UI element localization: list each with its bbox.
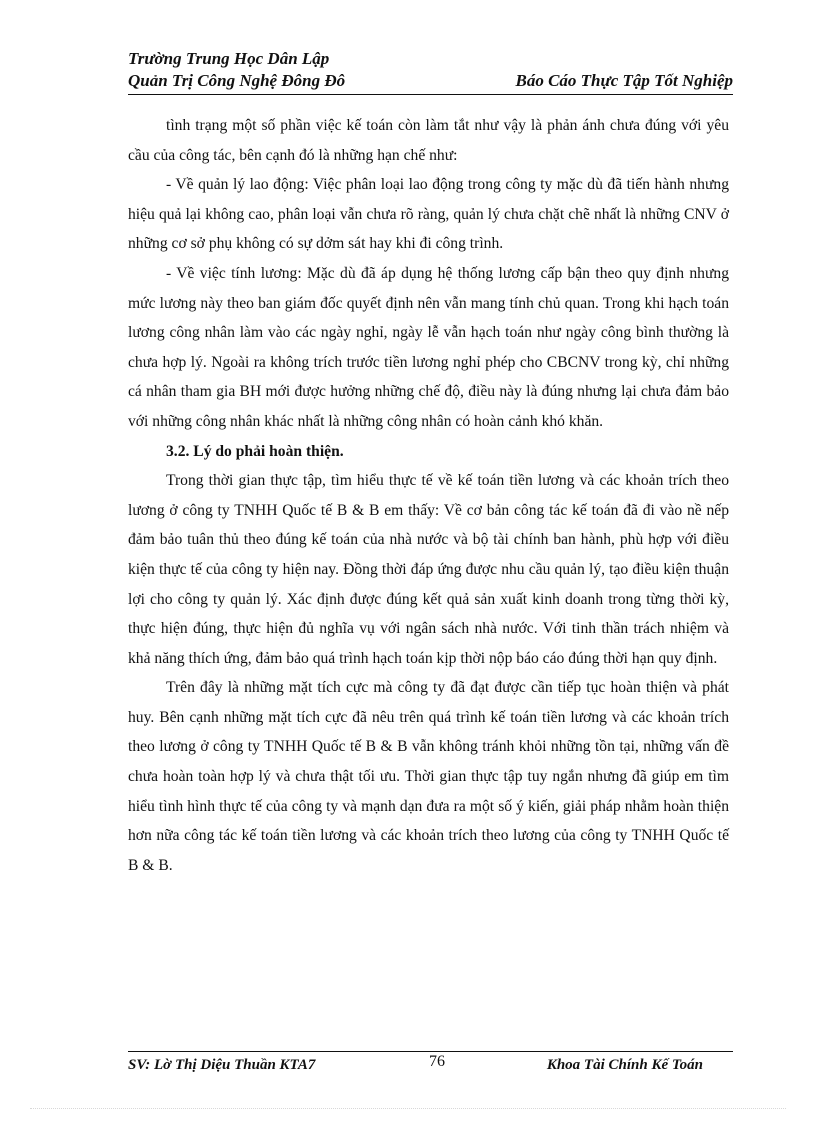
header-program: Quản Trị Công Nghệ Đông Đô — [128, 71, 346, 90]
paragraph-salary-calculation: - Về việc tính lương: Mặc dù đã áp dụng hệ thống lương cấp bận theo quy định nhưng mức lương này theo ban giám đốc quyết định nên vẫn mang tính chủ quan. Trong khi hạch toán lương công nhân làm vào các ngày nghỉ, ngày lễ vẫn hạch toán như ngày công bình thường là chưa hợp lý. Ngoài ra không trích trước tiền lương nghỉ phép cho CBCNV trong kỳ, chỉ những cá nhân tham gia BH mới được hưởng những chế độ, điều này là đúng nhưng lại chưa đảm bảo với những công nhân khác nhất là những công nhân có hoàn cảnh khó khăn. — [128, 264, 729, 430]
paragraph-labor-management: - Về quản lý lao động: Việc phân loại lao động trong công ty mặc dù đã tiến hành nhưng hiệu quả lại không cao, phân loại vẫn chưa rõ ràng, quản lý chưa chặt chẽ nhất là những CNV ở những cơ sở phụ không có sự dởm sát hay khi đi công trình. — [128, 176, 729, 253]
footer-department: Khoa Tài Chính Kế Toán — [546, 1057, 703, 1073]
header-row — [128, 70, 733, 92]
paragraph-internship-findings: Trong thời gian thực tập, tìm hiểu thực tế về kế toán tiền lương và các khoản trích theo lương ở công ty TNHH Quốc tế B & B em thấy: Về cơ bản công tác kế toán đã đi vào nề nếp đảm bảo tuân thủ theo đúng kế toán của nhà nước và bộ tài chính ban hành, phù hợp với điều kiện thực tế của công ty hiện nay. Đồng thời đáp ứng được nhu cầu quản lý, tạo điều kiện thuận lợi cho công ty quản lý. Xác định được đúng kết quả sản xuất kinh doanh trong từng thời kỳ, thực hiện đúng, thực hiện đủ nghĩa vụ với ngân sách nhà nước. Với tinh thần trách nhiệm và khả năng thích ứng, đảm bảo quá trình hạch toán kịp thời nộp báo cáo đúng thời hạn quy định. — [128, 472, 729, 667]
document-body — [128, 111, 729, 880]
header-report-title: Báo Cáo Thực Tập Tốt Nghiệp — [515, 71, 733, 90]
page-edge-dots — [30, 1108, 786, 1109]
header-divider — [128, 94, 733, 95]
footer-student: SV: Lờ Thị Diệu Thuần KTA7 — [128, 1057, 316, 1073]
paragraph-1: tình trạng một số phần việc kế toán còn làm tắt như vậy là phản ánh chưa đúng với yêu cầu của công tác, bên cạnh đó là những hạn chế như: — [128, 117, 729, 164]
section-heading: 3.2. Lý do phải hoàn thiện. — [166, 442, 344, 460]
page-number: 76 — [429, 1053, 445, 1070]
paragraph-conclusion: Trên đây là những mặt tích cực mà công ty đã đạt được cần tiếp tục hoàn thiện và phát huy. Bên cạnh những mặt tích cực đã nêu trên quá trình kế toán tiền lương và các khoản trích theo lương ở công ty TNHH Quốc tế B & B vẫn không tránh khỏi những tồn tại, những vấn đề chưa hoàn toàn hợp lý và chưa thật tối ưu. Thời gian thực tập tuy ngắn nhưng đã giúp em tìm hiểu tình hình thực tế của công ty và mạnh dạn đưa ra một số ý kiến, giải pháp nhằm hoàn thiện hơn nữa công tác kế toán tiền lương và các khoản trích theo lương của công ty TNHH Quốc tế B & B. — [128, 679, 729, 874]
header-school: Trường Trung Học Dân Lập — [128, 49, 330, 68]
page-header — [128, 48, 733, 92]
